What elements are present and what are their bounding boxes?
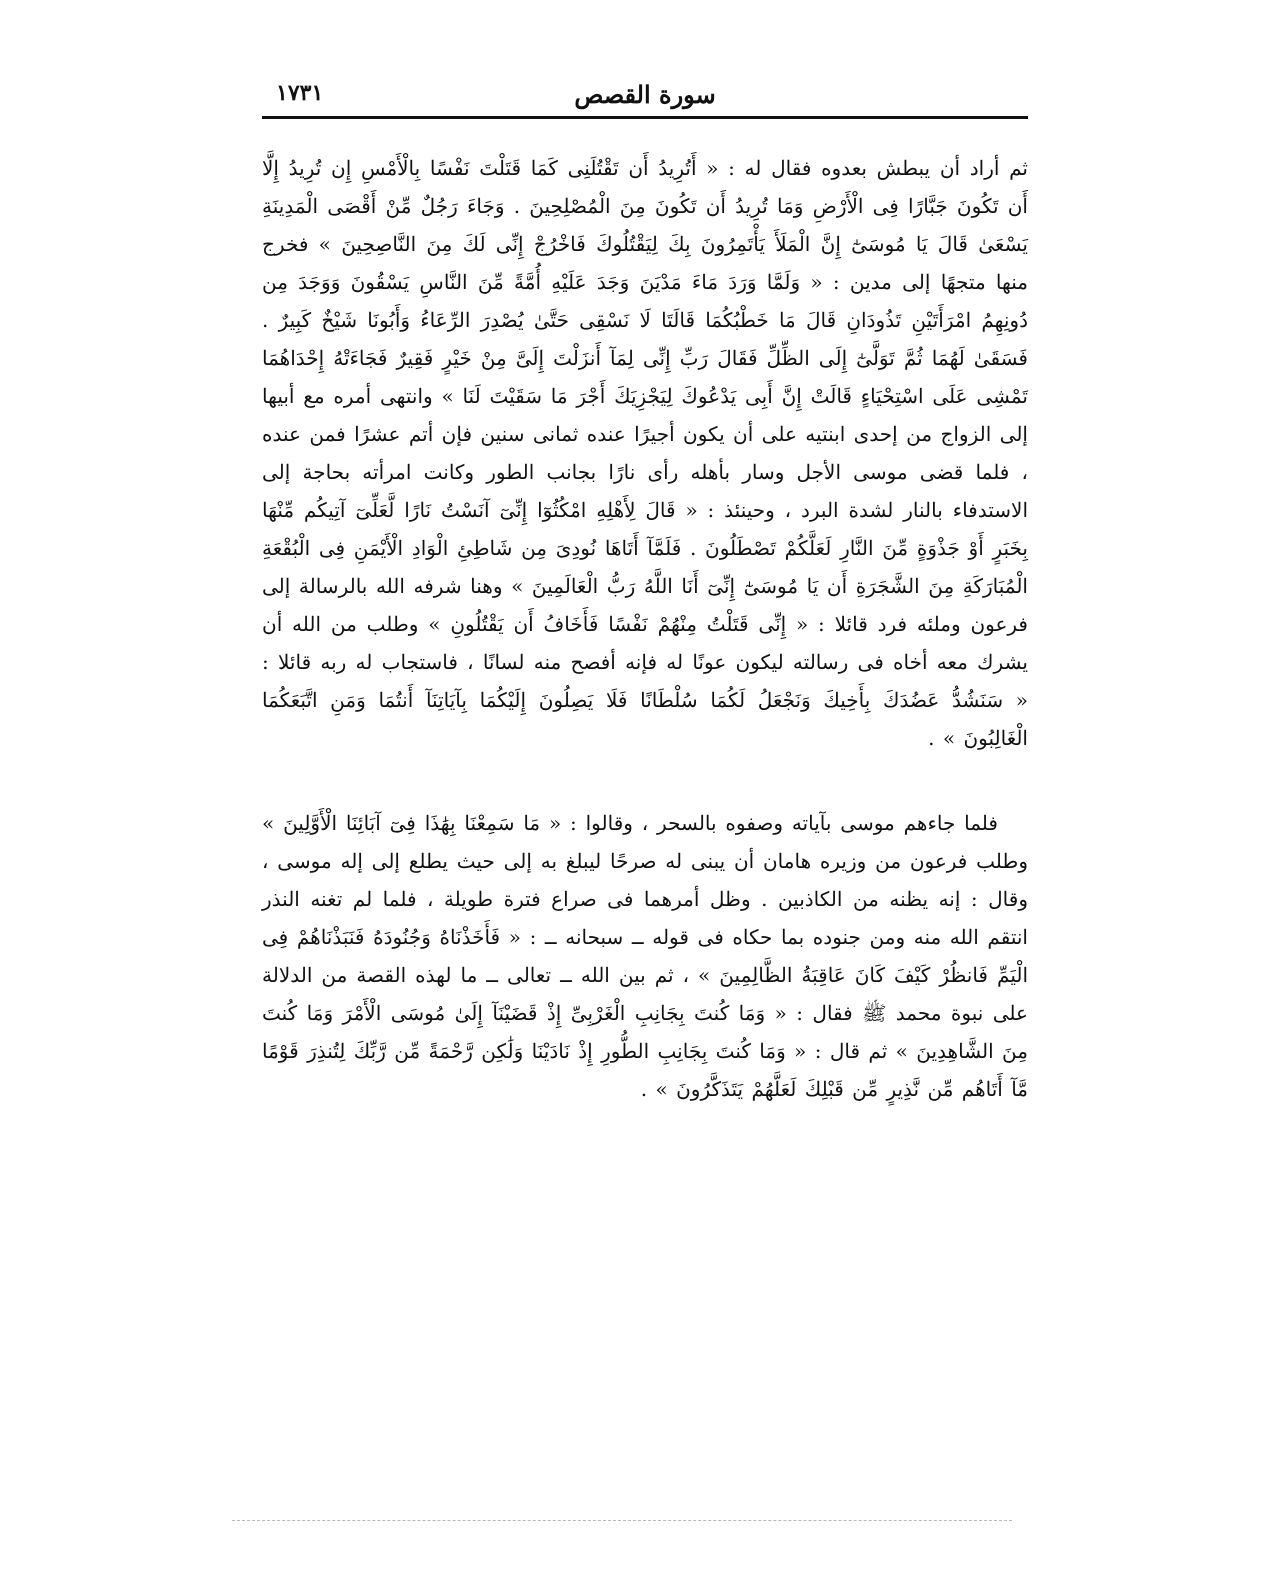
page-body	[262, 149, 1028, 1108]
page-header	[262, 78, 1028, 116]
footer-divider	[232, 1520, 1012, 1521]
paragraph: فلما جاءهم موسى بآياته وصفوه بالسحر ، وقالوا : « مَا سَمِعْنَا بِهَٰذَا فِىٓ آبَائِنَا الْأَوَّلِينَ » وطلب فرعون من وزيره هامان أن يبنى له صرحًا ليبلغ به إلى حيث يطلع إلى إله موسى ، وقال : إنه يظنه من الكاذبين . وظل أمرهما فى صراع فترة طويلة ، فلما لم تغنه النذر انتقم الله منه ومن جنوده بما حكاه فى قوله ــ سبحانه ــ : « فَأَخَذْنَاهُ وَجُنُودَهُ فَنَبَذْنَاهُمْ فِى الْيَمِّ فَانظُرْ كَيْفَ كَانَ عَاقِبَةُ الظَّالِمِينَ » ، ثم بين الله ــ تعالى ــ ما لهذه القصة من الدلالة على نبوة محمد ﷺ فقال : « وَمَا كُنتَ بِجَانِبِ الْغَرْبِىِّ إِذْ قَضَيْنَآ إِلَىٰ مُوسَى الْأَمْرَ وَمَا كُنتَ مِنَ الشَّاهِدِينَ » ثم قال : « وَمَا كُنتَ بِجَانِبِ الطُّورِ إِذْ نَادَيْنَا وَلَٰكِن رَّحْمَةً مِّن رَّبِّكَ لِتُنذِرَ قَوْمًا مَّآ أَتَاهُم مِّن نَّذِيرٍ مِّن قَبْلِكَ لَعَلَّهُمْ يَتَذَكَّرُونَ » .	[262, 811, 1029, 1101]
surah-title: سورة القصص	[574, 80, 716, 109]
page-number: ١٧٣١	[276, 80, 324, 106]
header-divider	[262, 116, 1028, 119]
book-page	[262, 78, 1028, 1108]
paragraph: ثم أراد أن يبطش بعدوه فقال له : « أَتُرِيدُ أَن تَقْتُلَنِى كَمَا قَتَلْتَ نَفْسًا بِالْأَمْسِ إِن تُرِيدُ إِلَّا أَن تَكُونَ جَبَّارًا فِى الْأَرْضِ وَمَا تُرِيدُ أَن تَكُونَ مِنَ الْمُصْلِحِينَ . وَجَاءَ رَجُلٌ مِّنْ أَقْصَى الْمَدِينَةِ يَسْعَىٰ قَالَ يَا مُوسَىٰٓ إِنَّ الْمَلَأَ يَأْتَمِرُونَ بِكَ لِيَقْتُلُوكَ فَاخْرُجْ إِنِّى لَكَ مِنَ النَّاصِحِينَ » فخرج منها متجهًا إلى مدين : « وَلَمَّا وَرَدَ مَاءَ مَدْيَنَ وَجَدَ عَلَيْهِ أُمَّةً مِّنَ النَّاسِ يَسْقُونَ وَوَجَدَ مِن دُونِهِمُ امْرَأَتَيْنِ تَذُودَانِ قَالَ مَا خَطْبُكُمَا قَالَتَا لَا نَسْقِى حَتَّىٰ يُصْدِرَ الرِّعَاءُ وَأَبُونَا شَيْخٌ كَبِيرٌ . فَسَقَىٰ لَهُمَا ثُمَّ تَوَلَّىٰٓ إِلَى الظِّلِّ فَقَالَ رَبِّ إِنِّى لِمَآ أَنزَلْتَ إِلَىَّ مِنْ خَيْرٍ فَقِيرٌ فَجَاءَتْهُ إِحْدَاهُمَا تَمْشِى عَلَى اسْتِحْيَاءٍ قَالَتْ إِنَّ أَبِى يَدْعُوكَ لِيَجْزِيَكَ أَجْرَ مَا سَقَيْتَ لَنَا » وانتهى أمره مع أبيها إلى الزواج من إحدى ابنتيه على أن يكون أجيرًا عنده ثمانى سنين فإن أتم عشرًا فمن عنده ، فلما قضى موسى الأجل وسار بأهله رأى نارًا بجانب الطور وكانت امرأته بحاجة إلى الاستدفاء بالنار لشدة البرد ، وحينئذ : « قَالَ لِأَهْلِهِ امْكُثُوٓا إِنِّىٓ آنَسْتُ نَارًا لَّعَلِّىٓ آتِيكُم مِّنْهَا بِخَبَرٍ أَوْ جَذْوَةٍ مِّنَ النَّارِ لَعَلَّكُمْ تَصْطَلُونَ . فَلَمَّآ أَتَاهَا نُودِىَ مِن شَاطِئِ الْوَادِ الْأَيْمَنِ فِى الْبُقْعَةِ الْمُبَارَكَةِ مِنَ الشَّجَرَةِ أَن يَا مُوسَىٰٓ إِنِّىٓ أَنَا اللَّهُ رَبُّ الْعَالَمِينَ » وهنا شرفه الله بالرسالة إلى فرعون وملئه فرد قائلا : « إِنِّى قَتَلْتُ مِنْهُمْ نَفْسًا فَأَخَافُ أَن يَقْتُلُونِ » وطلب من الله أن يشرك معه أخاه فى رسالته ليكون عونًا له فإنه أفصح منه لسانًا ، فاستجاب له ربه قائلا : « سَنَشُدُّ عَضُدَكَ بِأَخِيكَ وَنَجْعَلُ لَكُمَا سُلْطَانًا فَلَا يَصِلُونَ إِلَيْكُمَا بِآيَاتِنَآ أَنتُمَا وَمَنِ اتَّبَعَكُمَا الْغَالِبُونَ » .	[262, 156, 1028, 750]
